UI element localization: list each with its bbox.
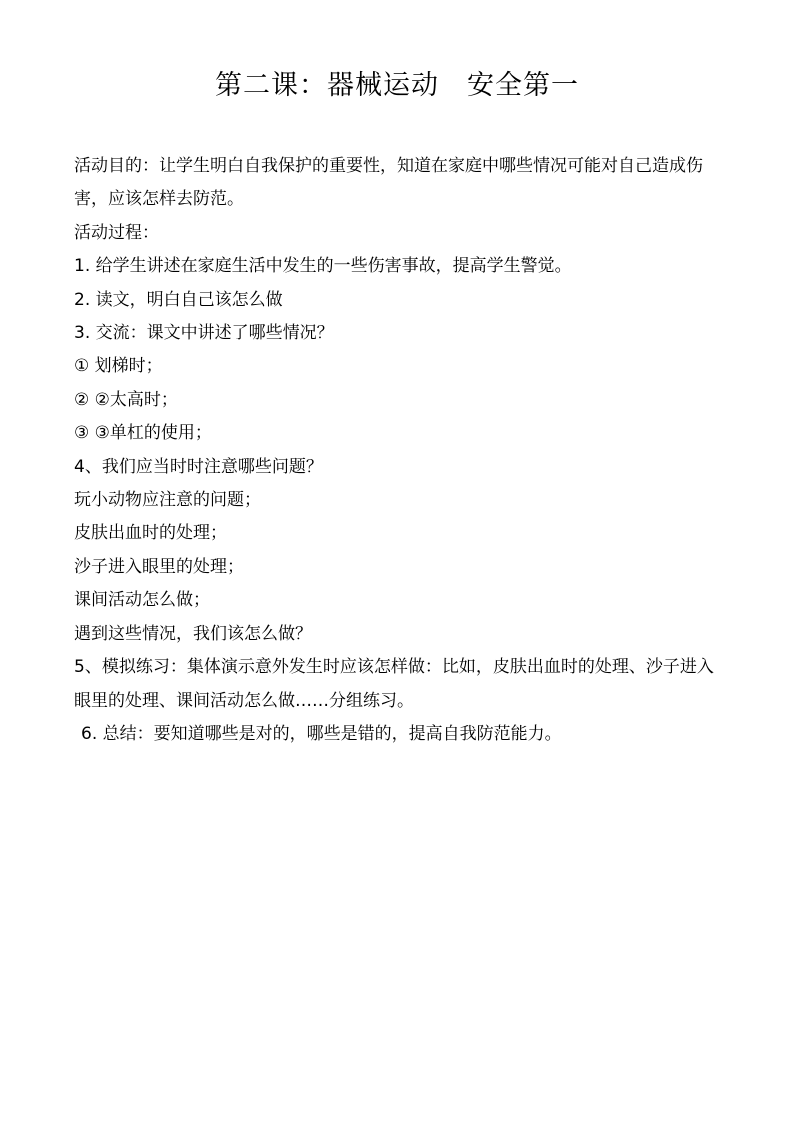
step-6-paragraph: 6. 总结：要知道哪些是对的，哪些是错的，提高自我防范能力。	[81, 723, 562, 744]
document-body	[74, 150, 730, 751]
attention-question: 遇到这些情况，我们该怎么做？	[74, 623, 312, 644]
list-item-1: ① 划梯时；	[74, 356, 163, 377]
page-title: 第二课：器械运动 安全第一	[215, 70, 579, 101]
attention-item-animals: 玩小动物应注意的问题；	[74, 490, 261, 511]
activity-process-heading: 活动过程：	[74, 222, 159, 243]
step-3-paragraph: 3. 交流：课文中讲述了哪些情况？	[74, 323, 334, 344]
step-5-paragraph: 5、模拟练习：集体演示意外发生时应该怎样做：比如，皮肤出血时的处理、沙子进入眼里的处理、课间活动怎么做……分组练习。	[74, 657, 714, 711]
attention-item-bleeding: 皮肤出血时的处理；	[74, 523, 227, 544]
step-4-paragraph: 4、我们应当时时注意哪些问题？	[74, 456, 323, 477]
attention-item-recess: 课间活动怎么做；	[74, 590, 210, 611]
attention-item-sand-eye: 沙子进入眼里的处理；	[74, 556, 244, 577]
list-item-2: ② ②太高时；	[74, 389, 178, 410]
step-2-paragraph: 2. 读文，明白自己该怎么做	[74, 289, 283, 310]
activity-purpose-paragraph: 活动目的：让学生明白自我保护的重要性，知道在家庭中哪些情况可能对自己造成伤害，应该怎样去防范。	[74, 156, 703, 210]
step-1-paragraph: 1. 给学生讲述在家庭生活中发生的一些伤害事故，提高学生警觉。	[74, 256, 572, 277]
list-item-3: ③ ③单杠的使用；	[74, 423, 212, 444]
